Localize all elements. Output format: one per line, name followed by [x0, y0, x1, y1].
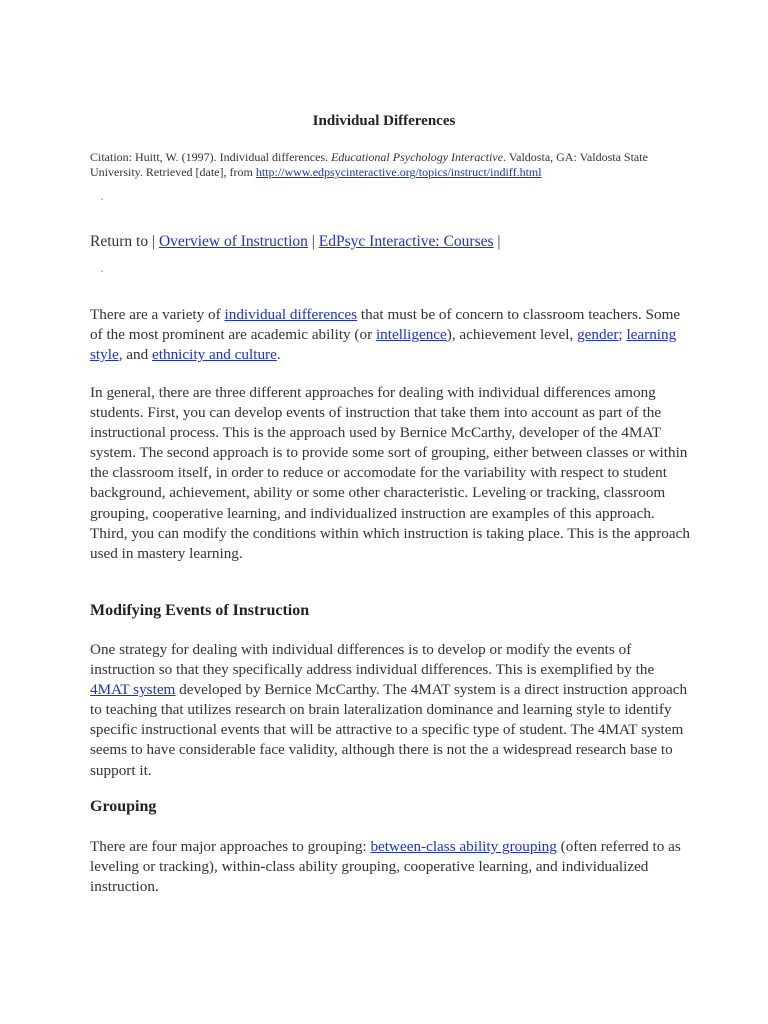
intro-paragraph — [90, 305, 690, 365]
text-span: (often referred to as leveling or tracking), within-class ability grouping, cooperative learning, and individualized instruction. — [90, 838, 681, 896]
citation — [90, 150, 690, 180]
citation-url-link[interactable]: http://www.edpsycinteractive.org/topics/instruct/indiff.html — [255, 165, 542, 179]
spacer-dot — [101, 198, 103, 200]
approaches-paragraph: In general, there are three different approaches for dealing with individual differences among students. First, you can develop events of instruction that take them into account as part of the instructional process. This is the approach used by Bernice McCarthy, developer of the 4MAT system. The second approach is to provide some sort of grouping, either between classes or within the classroom itself, in order to reduce or accomodate for the variability with respect to student background, achievement, ability or some other characteristic. Leveling or tracking, classroom grouping, cooperative learning, and individualized instruction are examples of this approach. Third, you can modify the conditions within which instruction is taking place. This is the approach used in mastery learning. — [90, 384, 690, 562]
return-suffix: | — [493, 233, 501, 250]
edpsyc-courses-link[interactable]: EdPsyc Interactive: Courses — [318, 233, 494, 250]
text-span: , and — [118, 346, 153, 364]
text-span: ), achievement level, — [446, 326, 578, 344]
grouping-paragraph — [90, 837, 690, 897]
return-nav — [90, 232, 501, 252]
return-separator: | — [307, 233, 319, 250]
4mat-system-link[interactable]: 4MAT system — [90, 681, 176, 699]
text-span: developed by Bernice McCarthy. The 4MAT system is a direct instruction approach to teaching that utilizes research on brain lateralization dominance and learning style to identify specific instructional events that will be attractive to a specific type of student. The 4MAT system seems to have considerable face validity, although there is not the a widespread research base to support it. — [90, 681, 688, 779]
modifying-events-paragraph — [90, 640, 690, 781]
learning-style-link[interactable]: learning style — [90, 326, 677, 364]
individual-differences-link[interactable]: individual differences — [224, 306, 358, 323]
intelligence-link[interactable]: intelligence — [375, 326, 447, 344]
spacer-dot — [101, 270, 103, 272]
section-heading-grouping: Grouping — [90, 798, 157, 815]
citation-journal: Educational Psychology Interactive — [331, 150, 504, 164]
citation-middle: . Valdosta, GA: Valdosta State University. Retrieved [date], from — [90, 150, 648, 179]
gender-link[interactable]: gender — [577, 326, 619, 344]
section-heading-modifying-events: Modifying Events of Instruction — [90, 602, 310, 619]
between-class-ability-grouping-link[interactable]: between-class ability grouping — [370, 838, 557, 855]
text-span: There are a variety of — [90, 306, 225, 323]
page-title: Individual Differences — [312, 113, 456, 129]
ethnicity-and-culture-link[interactable]: ethnicity and culture — [152, 346, 277, 364]
text-span: There are four major approaches to grouping: — [90, 838, 371, 855]
text-span: ; — [618, 326, 627, 344]
citation-prefix: Citation: Huitt, W. (1997). Individual differences. — [90, 150, 332, 164]
text-span: that must be of concern to classroom teachers. Some of the most prominent are academic ability (or — [90, 306, 681, 344]
overview-of-instruction-link[interactable]: Overview of Instruction — [158, 233, 308, 250]
return-prefix: Return to | — [90, 233, 159, 250]
text-span: . — [276, 346, 281, 364]
text-span: One strategy for dealing with individual differences is to develop or modify the events of instruction so that they specifically address individual differences. This is exemplified by the — [90, 641, 655, 679]
